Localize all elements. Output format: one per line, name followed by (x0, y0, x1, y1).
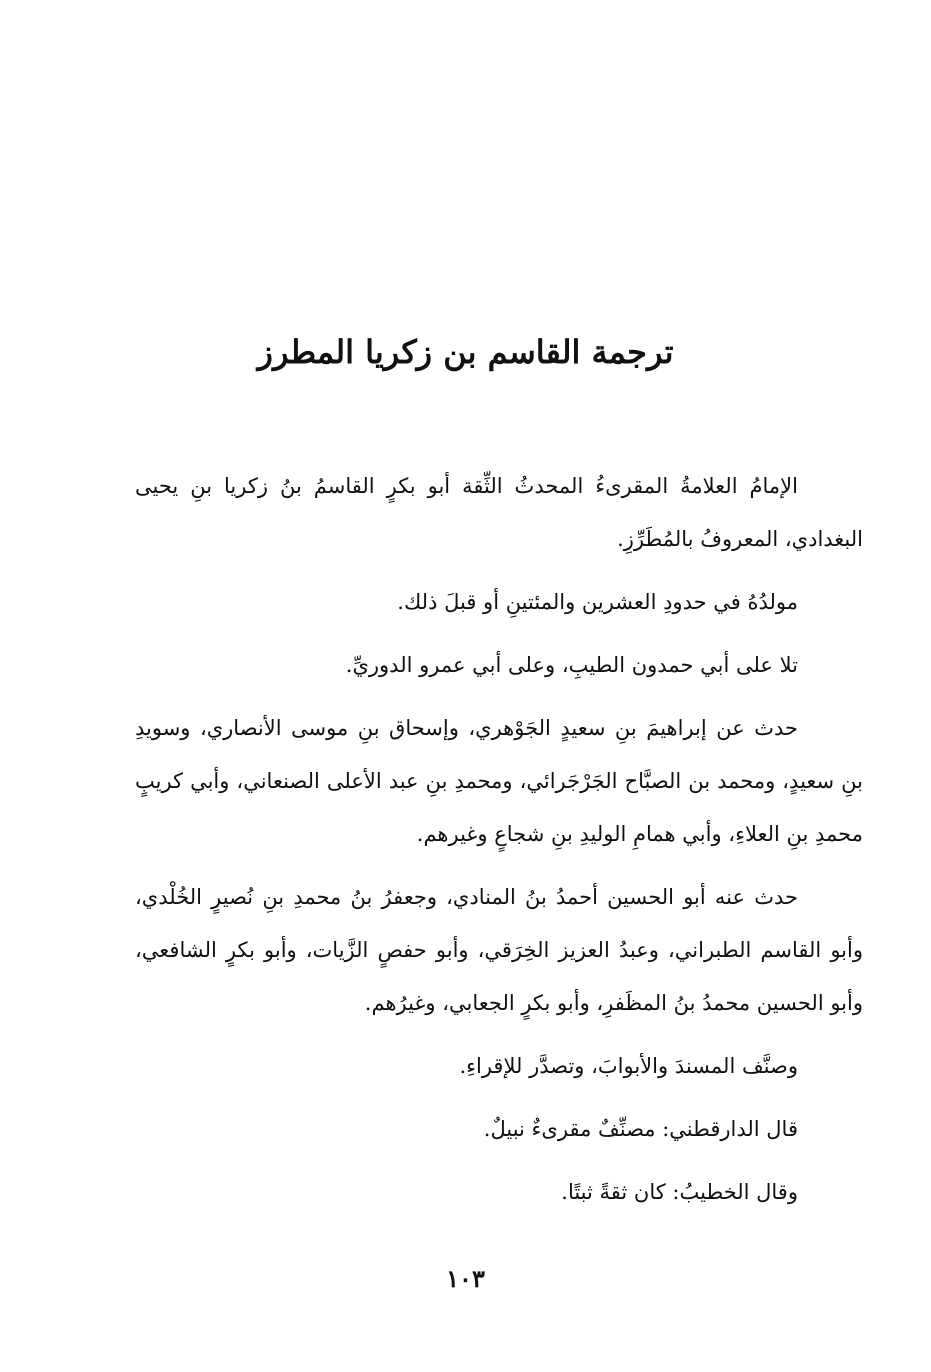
paragraph-teachers: حدث عن إبراهيمَ بنِ سعيدٍ الجَوْهري، وإسحاق بنِ موسى الأنصاري، وسويدِ بنِ سعيدٍ، ومحمد بن الصبَّاح الجَرْجَرائي، ومحمدِ بنِ عبد الأعلى الصنعاني، وأبي كريبٍ محمدِ بنِ العلاءِ، وأبي همامِ الوليدِ بنِ شجاعٍ وغيرهم. (135, 716, 863, 846)
paragraph-birth: مولدُهُ في حدودِ العشرين والمئتينِ أو قبلَ ذلك. (397, 590, 798, 614)
paragraph-khatib: وقال الخطيبُ: كان ثقةً ثبتًا. (561, 1180, 798, 1204)
paragraph-intro: الإمامُ العلامةُ المقرىءُ المحدثُ الثِّقة أبو بكرٍ القاسمُ بنُ زكريا بنِ يحيى البغدادي، المعروفُ بالمُطَرِّزِ. (135, 474, 863, 551)
paragraph-recitation: تلا على أبي حمدون الطيبِ، وعلى أبي عمرو الدوريِّ. (345, 653, 798, 677)
page-title: ترجمة القاسم بن زكريا المطرز (257, 333, 674, 371)
page-number: ١٠٣ (446, 1264, 485, 1293)
body-text (135, 460, 863, 1229)
paragraph-works: وصنَّف المسندَ والأبوابَ، وتصدَّر للإقراءِ. (459, 1054, 798, 1078)
paragraph-daraqutni: قال الدارقطني: مصنِّفٌ مقرىءٌ نبيلٌ. (483, 1117, 798, 1141)
paragraph-students: حدث عنه أبو الحسين أحمدُ بنُ المنادي، وجعفرُ بنُ محمدِ بنِ نُصيرٍ الخُلْدي، وأبو القاسم الطبراني، وعبدُ العزيز الخِرَقي، وأبو حفصٍ الزَّيات، وأبو بكرٍ الشافعي، وأبو الحسين محمدُ بنُ المظَفرِ، وأبو بكرٍ الجعابي، وغيرُهم. (135, 885, 863, 1015)
